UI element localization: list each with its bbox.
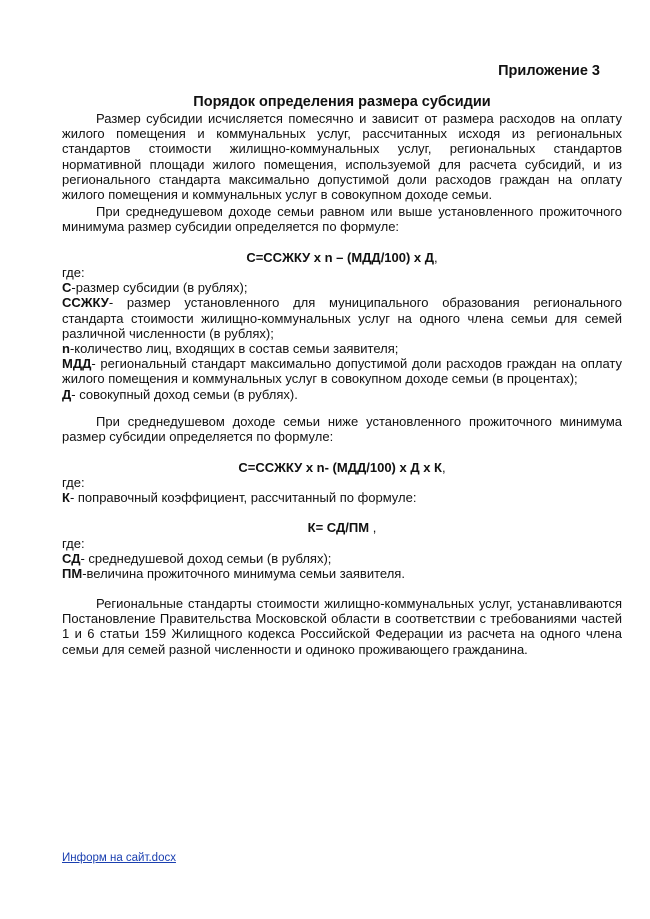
document-title: Порядок определения размера субсидии xyxy=(193,94,491,110)
definition-text: - совокупный доход семьи (в рублях). xyxy=(71,386,298,402)
definition-item xyxy=(62,341,622,356)
definition-term: С xyxy=(62,280,72,296)
definition-term: СД xyxy=(62,551,81,567)
definitions-block-1 xyxy=(62,265,622,402)
definition-item xyxy=(62,280,622,295)
formula-2 xyxy=(62,460,622,475)
where-label: где: xyxy=(62,265,85,280)
definition-text: - региональный стандарт максимально допустимой доли расходов граждан на оплату жилого помещения и коммунальных услуг в совокупном доходе семьи (в процентах); xyxy=(62,356,622,387)
definition-item xyxy=(62,490,622,505)
formula-2-suffix: , xyxy=(441,460,446,475)
formula-1-suffix: , xyxy=(434,250,438,265)
formula-2-expression: С=ССЖКУ х n- (МДД/100) х Д х К xyxy=(238,460,442,475)
footer-file-link[interactable]: Информ на сайт.docx xyxy=(62,852,176,864)
definitions-block-2 xyxy=(62,475,622,505)
definition-term: ПМ xyxy=(62,566,83,582)
formula-3-suffix: , xyxy=(369,520,377,535)
definition-text: - размер установленного для муниципального образования регионального стандарта стоимости жилищно-коммунальных услуг на одного члена семьи для семей различной численности (в рублях); xyxy=(62,295,622,341)
definitions-block-3 xyxy=(62,536,622,582)
definition-text: -величина прожиточного минимума семьи заявителя. xyxy=(82,566,405,582)
definition-item xyxy=(62,295,622,341)
definition-text: - среднедушевой доход семьи (в рублях); xyxy=(80,551,332,567)
formula-3 xyxy=(62,520,622,535)
definition-term: Д xyxy=(62,386,72,402)
case2-paragraph: При среднедушевом доходе семьи ниже установленного прожиточного минимума размер субсидии определяется по формуле: xyxy=(62,414,622,445)
formula-1 xyxy=(62,250,622,265)
standards-paragraph: Региональные стандарты стоимости жилищно-коммунальных услуг, устанавливаются Постановление Правительства Московской области в соответствии с требованиями частей 1 и 6 статьи 159 Жилищного кодекса Российской Федерации из расчета на одного члена семьи для семей разной численности и одиноко проживающего гражданина. xyxy=(62,596,622,657)
where-label: где: xyxy=(62,536,85,551)
annex-label: Приложение 3 xyxy=(498,63,600,79)
definition-item xyxy=(62,551,622,566)
definition-text: -количество лиц, входящих в состав семьи заявителя; xyxy=(69,341,399,357)
where-label: где: xyxy=(62,475,85,490)
definition-item xyxy=(62,356,622,386)
formula-1-expression: С=ССЖКУ х n – (МДД/100) х Д xyxy=(246,250,435,265)
formula-3-expression: К= СД/ПМ xyxy=(307,520,370,535)
definition-text: - поправочный коэффициент, рассчитанный по формуле: xyxy=(69,490,417,506)
definition-term: К xyxy=(62,490,70,506)
definition-term: ССЖКУ xyxy=(62,295,109,311)
case1-paragraph: При среднедушевом доходе семьи равном или выше установленного прожиточного минимума размер субсидии определяется по формуле: xyxy=(62,204,622,235)
definition-item xyxy=(62,387,622,402)
definition-term: МДД xyxy=(62,356,92,372)
definition-text: -размер субсидии (в рублях); xyxy=(71,280,248,296)
definition-item xyxy=(62,566,622,581)
definition-term: n xyxy=(62,341,70,357)
intro-paragraph: Размер субсидии исчисляется помесячно и зависит от размера расходов на оплату жилого помещения и коммунальных услуг, рассчитанных исходя из региональных стандартов стоимости жилищно-коммунальных услуг, региональных стандартов нормативной площади жилого помещения, используемой для расчета субсидий, и из регионального стандарта максимально допустимой доли расходов граждан на оплату жилого помещения и коммунальных услуг в совокупном доходе семьи. xyxy=(62,111,622,203)
